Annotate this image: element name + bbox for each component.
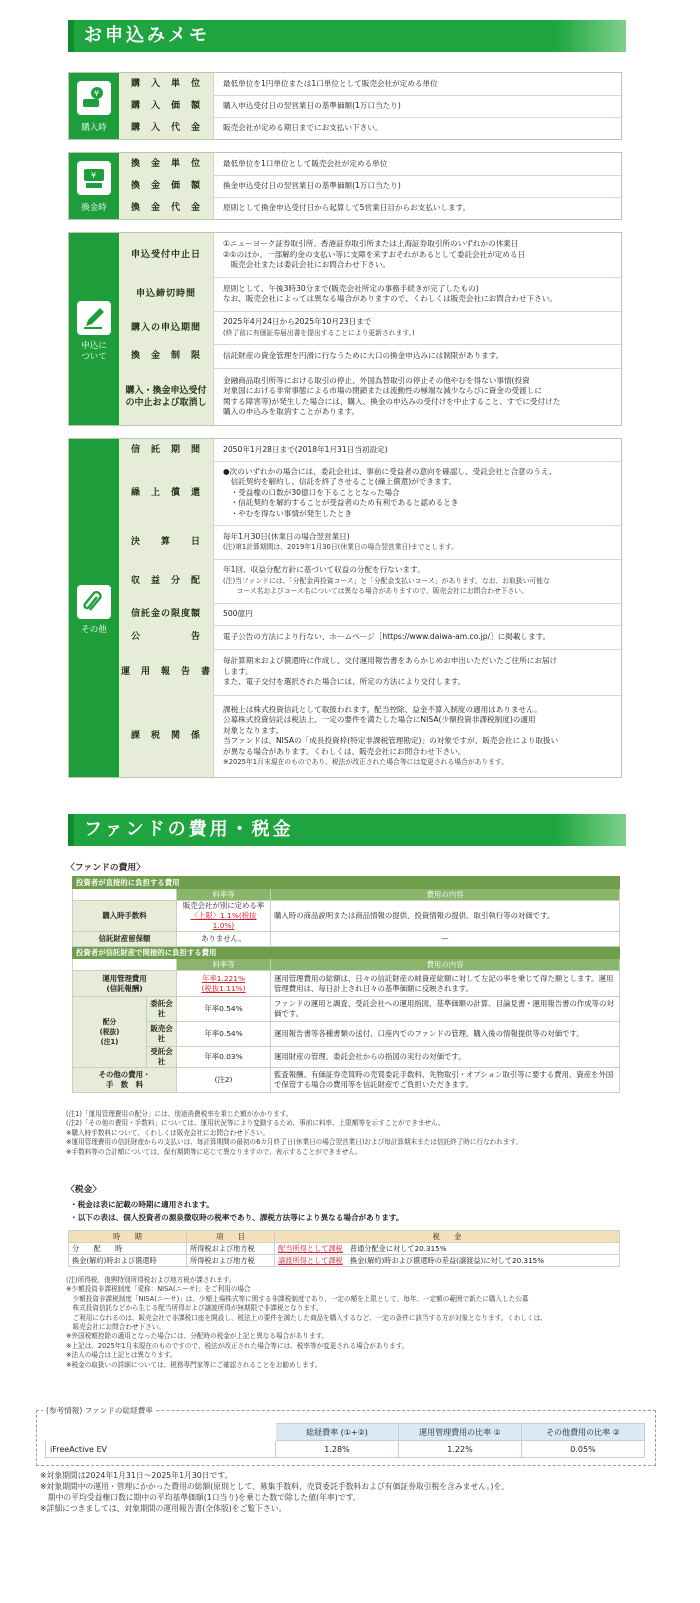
reference-notes <box>40 1470 660 1514</box>
value-line: 当ファンドは、NISAの「成長投資枠(特定非課税管理勘定)」の対象ですが、販売会社により取扱い <box>223 736 559 745</box>
row-value <box>223 695 615 777</box>
note-line: ※手数料等の合計額については、保有期間等に応じて異なりますので、表示することができません。 <box>66 1147 362 1156</box>
fee-content: 購入時の商品説明または商品情報の提供、投資情報の提供、取引執行等の対価です。 <box>271 901 620 932</box>
paperclip-icon <box>77 585 111 619</box>
fee-group-header <box>73 877 620 889</box>
row-label: 購 入 価 額 <box>119 95 214 117</box>
value-line: 電子公告の方法により行ない、ホームページ［https://www.daiwa-am.co.jp/］に掲載します。 <box>223 631 551 641</box>
tax-col: 時 期 <box>69 1231 187 1243</box>
tax-col: 項 目 <box>187 1231 275 1243</box>
value-line: ①ニューヨーク証券取引所、香港証券取引所または上海証券取引所のいずれかの休業日 <box>223 239 519 249</box>
note-line: (注1)「運用管理費用の配分」には、別途消費税率を乗じた額がかかります。 <box>66 1110 293 1118</box>
note-line: ※上記は、2025年1月末現在のものですので、税法が改正された場合等には、税率等が変更される場合があります。 <box>66 1341 409 1350</box>
row-label: 換 金 単 位 <box>119 153 214 175</box>
row-value <box>223 311 615 344</box>
tax-item: 所得税および地方税 <box>187 1255 275 1267</box>
application-row <box>119 344 621 369</box>
blank-cell <box>73 959 177 971</box>
tax-table <box>68 1230 620 1267</box>
redemption-icon-label: 換金時 <box>81 203 107 213</box>
alloc-party: 委託会社 <box>147 997 177 1022</box>
fee-row <box>73 971 620 997</box>
tax-desc: 普通分配金に対して20.315% <box>349 1243 447 1253</box>
note-line: ご利用になれるのは、販売会社で非課税口座を開設し、税法上の要件を満たした商品を購入するなど、一定の条件に該当する方が対象となります。くわしくは、 <box>66 1313 547 1322</box>
reference-table <box>45 1423 645 1458</box>
tax-row <box>69 1243 620 1255</box>
tax-time: 分 配 時 <box>69 1243 187 1255</box>
value-line: 原則として、午後3時30分まで(販売会社所定の事務手続きが完了したもの) <box>223 283 479 293</box>
row-value <box>223 277 615 311</box>
tax-col: 税 金 <box>275 1231 620 1243</box>
row-label: 収 益 分 配 <box>119 559 214 603</box>
other-row <box>119 439 621 462</box>
fee-row <box>73 901 620 932</box>
purchase-row <box>119 95 621 118</box>
value-line: 信託財産の資金管理を円滑に行なうために大口の換金申込みには制限があります。 <box>223 350 504 360</box>
col-rate: 料率等 <box>177 959 271 971</box>
tax-notes <box>66 1276 626 1370</box>
fee-rate: 年率0.54% <box>177 1022 271 1047</box>
row-value <box>223 95 615 117</box>
row-value <box>223 368 615 425</box>
row-value <box>223 559 615 603</box>
indirect-fee-header: 投資者が信託財産で間接的に負担する費用 <box>73 947 620 959</box>
section-banner-application-memo <box>68 20 626 52</box>
value-line: 500億円 <box>223 608 253 618</box>
row-value <box>223 439 615 461</box>
mgmt-fee-ratio: 1.22% <box>399 1441 522 1458</box>
fee-rate: ありません。 <box>177 932 271 947</box>
other-icon-column <box>69 439 119 777</box>
application-group <box>68 232 622 426</box>
redemption-row <box>119 153 621 176</box>
value-line: 信託契約を解約し、信託を終了させること(繰上償還)ができます。 <box>223 477 457 487</box>
row-value <box>223 233 615 277</box>
row-label: 申込受付中止日 <box>119 233 214 277</box>
value-note: (注)第1計算期間は、2019年1月30日(休業日の場合翌営業日)までとします。 <box>223 543 458 551</box>
value-note: (終了前に有価証券届出書を提出することにより更新されます。) <box>223 328 415 337</box>
note-line: ※税金の取扱いの詳細については、税務専門家等にご確認されることをお勧めします。 <box>66 1360 322 1369</box>
application-icon-column <box>69 233 119 425</box>
note-line: ※詳細につきましては、対象期間の運用報告書(全体版)をご覧下さい。 <box>40 1504 287 1513</box>
row-value <box>223 649 615 695</box>
row-value <box>223 117 615 139</box>
other-fee-ratio: 0.05% <box>522 1441 645 1458</box>
value-text: 最低単位を1口単位として販売会社が定める単位 <box>223 158 388 168</box>
tax-heading: 〈税金〉 <box>66 1185 102 1195</box>
row-label: 運 用 報 告 書 <box>119 649 214 695</box>
fee-rate: 年率0.54% <box>177 997 271 1022</box>
fee-content: ファンドの運用と調査、受託会社への運用指図、基準価額の計算、目論見書・運用報告書の作成等の対価です。 <box>271 997 620 1022</box>
purchase-row <box>119 73 621 96</box>
note-line: ※外国税額控除の適用となった場合には、分配時の税金が上記と異なる場合があります。 <box>66 1332 329 1341</box>
value-line: 販売会社または委託会社にお問合わせ下さい。 <box>223 260 391 270</box>
cash-exchange-icon <box>77 161 111 195</box>
blank-cell <box>73 889 177 901</box>
tax-tag: 配当所得として課税 <box>278 1243 343 1253</box>
tax-bullets <box>70 1198 404 1224</box>
row-value <box>223 153 615 175</box>
value-line: 対象となります。 <box>223 725 284 735</box>
note-line: (注)所得税、復興特別所得税および地方税が課されます。 <box>66 1276 236 1284</box>
fee-label: 運用管理費用 (信託報酬) <box>73 971 177 997</box>
note-line: 株式投資信託などから生じる配当所得および譲渡所得が無期限で非課税となります。 <box>66 1304 323 1313</box>
row-label: 繰 上 償 還 <box>119 461 214 525</box>
value-line: します。 <box>223 666 253 676</box>
yen-hand-icon <box>77 81 111 115</box>
fee-notes <box>66 1110 626 1157</box>
other-row <box>119 525 621 560</box>
value-line: 対象国における非常事態による市場の閉鎖または流動性の極端な減少ならびに資金の受渡しに <box>223 386 542 395</box>
application-row <box>119 368 621 425</box>
application-row <box>119 277 621 312</box>
tax-tag: 譲渡所得として課税 <box>278 1255 343 1265</box>
rate-line: 〈上限〉1.1%(税抜1.0%) <box>190 911 257 930</box>
row-label: 換 金 価 額 <box>119 175 214 197</box>
row-value <box>223 461 615 525</box>
alloc-label: 配分 (税抜) (注1) <box>73 997 147 1068</box>
value-line: 購入の申込みを取消すことがあります。 <box>223 407 360 416</box>
fee-row <box>73 1068 620 1093</box>
fee-rate <box>177 901 271 932</box>
value-line: ②①のほか、一部解約金の支払い等に支障を来すおそれがあるとして委託会社が定める日 <box>223 249 526 259</box>
row-label: 換 金 代 金 <box>119 197 214 219</box>
alloc-party: 受託会社 <box>147 1047 177 1068</box>
value-line: なお、販売会社によっては異なる場合がありますので、くわしくは販売会社にお問合わせ下さい。 <box>223 294 557 303</box>
value-text: 販売会社が定める期日までにお支払い下さい。 <box>223 122 383 132</box>
pen-icon <box>77 301 111 335</box>
banner-stripe <box>556 814 626 846</box>
fee-label: 信託財産留保額 <box>73 932 177 947</box>
value-text: 換金申込受付日の翌営業日の基準価額(1万口当たり) <box>223 180 401 190</box>
row-label: 決 算 日 <box>119 525 214 559</box>
section-banner-fees-taxes <box>68 814 626 846</box>
tax-time: 換金(解約)時および償還時 <box>69 1255 187 1267</box>
reference-box <box>36 1406 656 1466</box>
value-text: 最低単位を1円単位または1口単位として販売会社が定める単位 <box>223 78 438 88</box>
row-value <box>223 175 615 197</box>
direct-fee-header: 投資者が直接的に負担する費用 <box>73 877 620 889</box>
other-row <box>119 625 621 650</box>
other-row <box>119 603 621 626</box>
fee-content: 運用管理費用の総額は、日々の信託財産の純資産総額に対して左記の率を乗じて得た額とします。運用管理費用は、毎日計上され日々の基準価額に反映されます。 <box>271 971 620 997</box>
redemption-icon-column <box>69 153 119 219</box>
value-line: 関する障害等)が発生した場合には、購入、換金の申込みの受付けを中止すること、すでに受付けた <box>223 396 561 406</box>
value-line: ・信託契約を解約することが受益者のため有利であると認めるとき <box>223 498 459 508</box>
other-row <box>119 559 621 604</box>
section-title: お申込みメモ <box>84 25 210 46</box>
value-text: 原則として換金申込受付日から起算して5営業日目からお支払いします。 <box>223 202 471 212</box>
reference-col: 総経費率 (①+②) <box>276 1424 399 1441</box>
redemption-row <box>119 197 621 219</box>
fee-rate <box>177 971 271 997</box>
fee-label: その他の費用・ 手 数 料 <box>73 1068 177 1093</box>
fee-column-header <box>73 959 620 971</box>
value-line: 毎計算期末および償還時に作成し、交付運用報告書をあらかじめお申出いただいたご住所にお届け <box>223 656 558 666</box>
note-line: (注2)「その他の費用・手数料」については、運用状況等により変動するため、事前に料率、上限額等を示すことができません。 <box>66 1119 445 1128</box>
value-line: 毎年1月30日(休業日の場合翌営業日) <box>223 531 350 541</box>
row-label: 課 税 関 係 <box>119 695 214 777</box>
note-line: ※法人の場合は上記とは異なります。 <box>66 1351 177 1360</box>
value-line: ・やむを得ない事情が発生したとき <box>223 508 353 518</box>
fee-row <box>73 1022 620 1047</box>
row-value <box>223 525 615 559</box>
value-line: ・受益権の口数が30億口を下ることとなった場合 <box>223 487 400 497</box>
col-content: 費用の内容 <box>271 959 620 971</box>
col-content: 費用の内容 <box>271 889 620 901</box>
tax-header-row <box>69 1231 620 1243</box>
row-label: 申込締切時間 <box>119 277 214 311</box>
reference-col: 運用管理費用の比率 ① <box>399 1424 522 1441</box>
rate-line: 年率1.221% <box>202 973 245 983</box>
fee-row <box>73 1047 620 1068</box>
reference-row <box>46 1441 645 1458</box>
row-label: 信 託 期 間 <box>119 439 214 461</box>
fee-table <box>72 876 620 1093</box>
fee-column-header <box>73 889 620 901</box>
application-icon-label: 申込に ついて <box>81 341 107 362</box>
reference-title: (参考情報) ファンドの総経費率 <box>43 1405 156 1416</box>
note-line: 少額投資非課税制度「NISA(ニーサ)」は、少額上場株式等に関する非課税制度であり、一定の額を上限として、毎年、一定額の範囲で新たに購入した公募 <box>66 1294 529 1303</box>
value-line: が異なる場合があります。くわしくは、販売会社にお問合わせ下さい。 <box>223 746 466 756</box>
value-note: (注)当ファンドには、「分配金再投資コース」と「分配金支払いコース」があります。なお、お取扱い可能な コース名およびコース名については異なる場合がありますので、販売会社にお問合わせ下さい。 <box>223 576 550 596</box>
alloc-party: 販売会社 <box>147 1022 177 1047</box>
row-label: 信託金の限度額 <box>119 603 214 625</box>
value-line: 2025年4月24日から2025年10月23日まで <box>223 317 372 326</box>
fees-heading: 〈ファンドの費用〉 <box>66 863 145 873</box>
row-label: 購 入 代 金 <box>119 117 214 139</box>
purchase-row <box>119 117 621 139</box>
fee-rate: (注2) <box>177 1068 271 1093</box>
tax-item: 所得税および地方税 <box>187 1243 275 1255</box>
rate-line: (税抜1.11%) <box>201 983 246 993</box>
note-line: ※運用管理費用の信託財産からの支払いは、毎計算期間の最初の6カ月終了日(休業日の場合翌営業日)および毎計算期末または信託終了時に行なわれます。 <box>66 1138 523 1147</box>
fee-content: 運用報告書等各種書類の送付、口座内でのファンドの管理、購入後の情報提供等の対価です。 <box>271 1022 620 1047</box>
application-row <box>119 233 621 278</box>
rate-line: 販売会社が別に定める率 <box>182 901 265 910</box>
fee-label: 購入時手数料 <box>73 901 177 932</box>
value-note: ※2025年1月末現在のものであり、税法が改正された場合等には変更される場合があります。 <box>223 758 509 766</box>
reference-header-row <box>46 1424 645 1441</box>
purchase-group <box>68 72 622 140</box>
row-value <box>223 197 615 219</box>
other-icon-label: その他 <box>81 625 107 635</box>
row-label: 購入の申込期間 <box>119 311 214 344</box>
note-line: ※対象期間は2024年1月31日～2025年1月30日です。 <box>40 1471 233 1480</box>
bullet-line: ・税金は表に記載の時期に適用されます。 <box>70 1200 214 1209</box>
fee-content: 監査報酬、有価証券売買時の売買委託手数料、先物取引・オプション取引等に要する費用、資産を外国で保管する場合の費用等を信託財産でご負担いただきます。 <box>271 1068 620 1093</box>
note-line: 期中の平均受益権口数に期中の平均基準価額(1口当り)を乗じた数で除した値(年率)です。 <box>40 1493 361 1502</box>
note-line: 販売会社にお問合わせ下さい。 <box>66 1323 165 1332</box>
row-value <box>223 344 615 368</box>
bullet-line: ・以下の表は、個人投資者の源泉徴収時の税率であり、課税方法等により異なる場合があります。 <box>70 1213 404 1222</box>
note-line: ※購入時手数料について、くわしくは販売会社にお問合わせ下さい。 <box>66 1128 270 1137</box>
fee-row <box>73 932 620 947</box>
fund-name: iFreeActive EV <box>46 1441 276 1458</box>
banner-stripe <box>556 20 626 52</box>
row-label: 公 告 <box>119 625 214 649</box>
svg-text:¥: ¥ <box>91 171 97 180</box>
value-line: また、電子交付を選択された場合には、所定の方法により交付します。 <box>223 677 466 687</box>
note-line: ※少額投資非課税制度「愛称：NISA(ニーサ)」をご利用の場合 <box>66 1285 251 1294</box>
other-row <box>119 695 621 777</box>
application-row <box>119 311 621 345</box>
row-value <box>223 603 615 625</box>
svg-text:¥: ¥ <box>94 89 100 98</box>
row-label: 購 入 単 位 <box>119 73 214 95</box>
value-line: 課税上は株式投資信託として取扱われます。配当控除、益金不算入制度の適用はありません。 <box>223 704 542 714</box>
row-label: 購入・換金申込受付 の中止および取消し <box>119 368 214 425</box>
tax-cell <box>275 1255 620 1267</box>
value-line: 2050年1月28日まで(2018年1月31日当初設定) <box>223 444 388 454</box>
other-row <box>119 649 621 696</box>
row-label: 換 金 制 限 <box>119 344 214 368</box>
purchase-icon-column <box>69 73 119 139</box>
fee-content: — <box>271 932 620 947</box>
section-title: ファンドの費用・税金 <box>84 819 294 840</box>
redemption-group <box>68 152 622 220</box>
value-line: 年1回、収益分配方針に基づいて収益の分配を行ないます。 <box>223 565 425 575</box>
fee-row <box>73 997 620 1022</box>
other-group <box>68 438 622 778</box>
other-row <box>119 461 621 526</box>
reference-col: その他費用の比率 ② <box>522 1424 645 1441</box>
tax-row <box>69 1255 620 1267</box>
total-expense-ratio: 1.28% <box>276 1441 399 1458</box>
purchase-icon-label: 購入時 <box>81 123 107 133</box>
value-line: ●次のいずれかの場合には、委託会社は、事前に受益者の意向を確認し、受託会社と合意のうえ、 <box>223 466 557 476</box>
value-line: 公募株式投資信託は税法上、一定の要件を満たした場合にNISA(少額投資非課税制度)の適用 <box>223 715 536 724</box>
row-value <box>223 625 615 649</box>
fee-content: 運用財産の管理、委託会社からの指図の実行の対価です。 <box>271 1047 620 1068</box>
col-rate: 料率等 <box>177 889 271 901</box>
tax-desc: 換金(解約)時および償還時の差益(譲渡益)に対して20.315% <box>349 1255 545 1265</box>
redemption-row <box>119 175 621 198</box>
fee-group-header <box>73 947 620 959</box>
value-line: 金融商品取引所等における取引の停止、外国為替取引の停止その他やむを得ない事情(投資 <box>223 375 530 385</box>
tax-cell <box>275 1243 620 1255</box>
blank-cell <box>46 1424 276 1441</box>
row-value <box>223 73 615 95</box>
value-text: 購入申込受付日の翌営業日の基準価額(1万口当たり) <box>223 100 401 110</box>
note-line: ※対象期間中の運用・管理にかかった費用の総額(原則として、募集手数料、売買委託手数料および有価証券取引税を含みません。)を、 <box>40 1482 510 1491</box>
fee-rate: 年率0.03% <box>177 1047 271 1068</box>
